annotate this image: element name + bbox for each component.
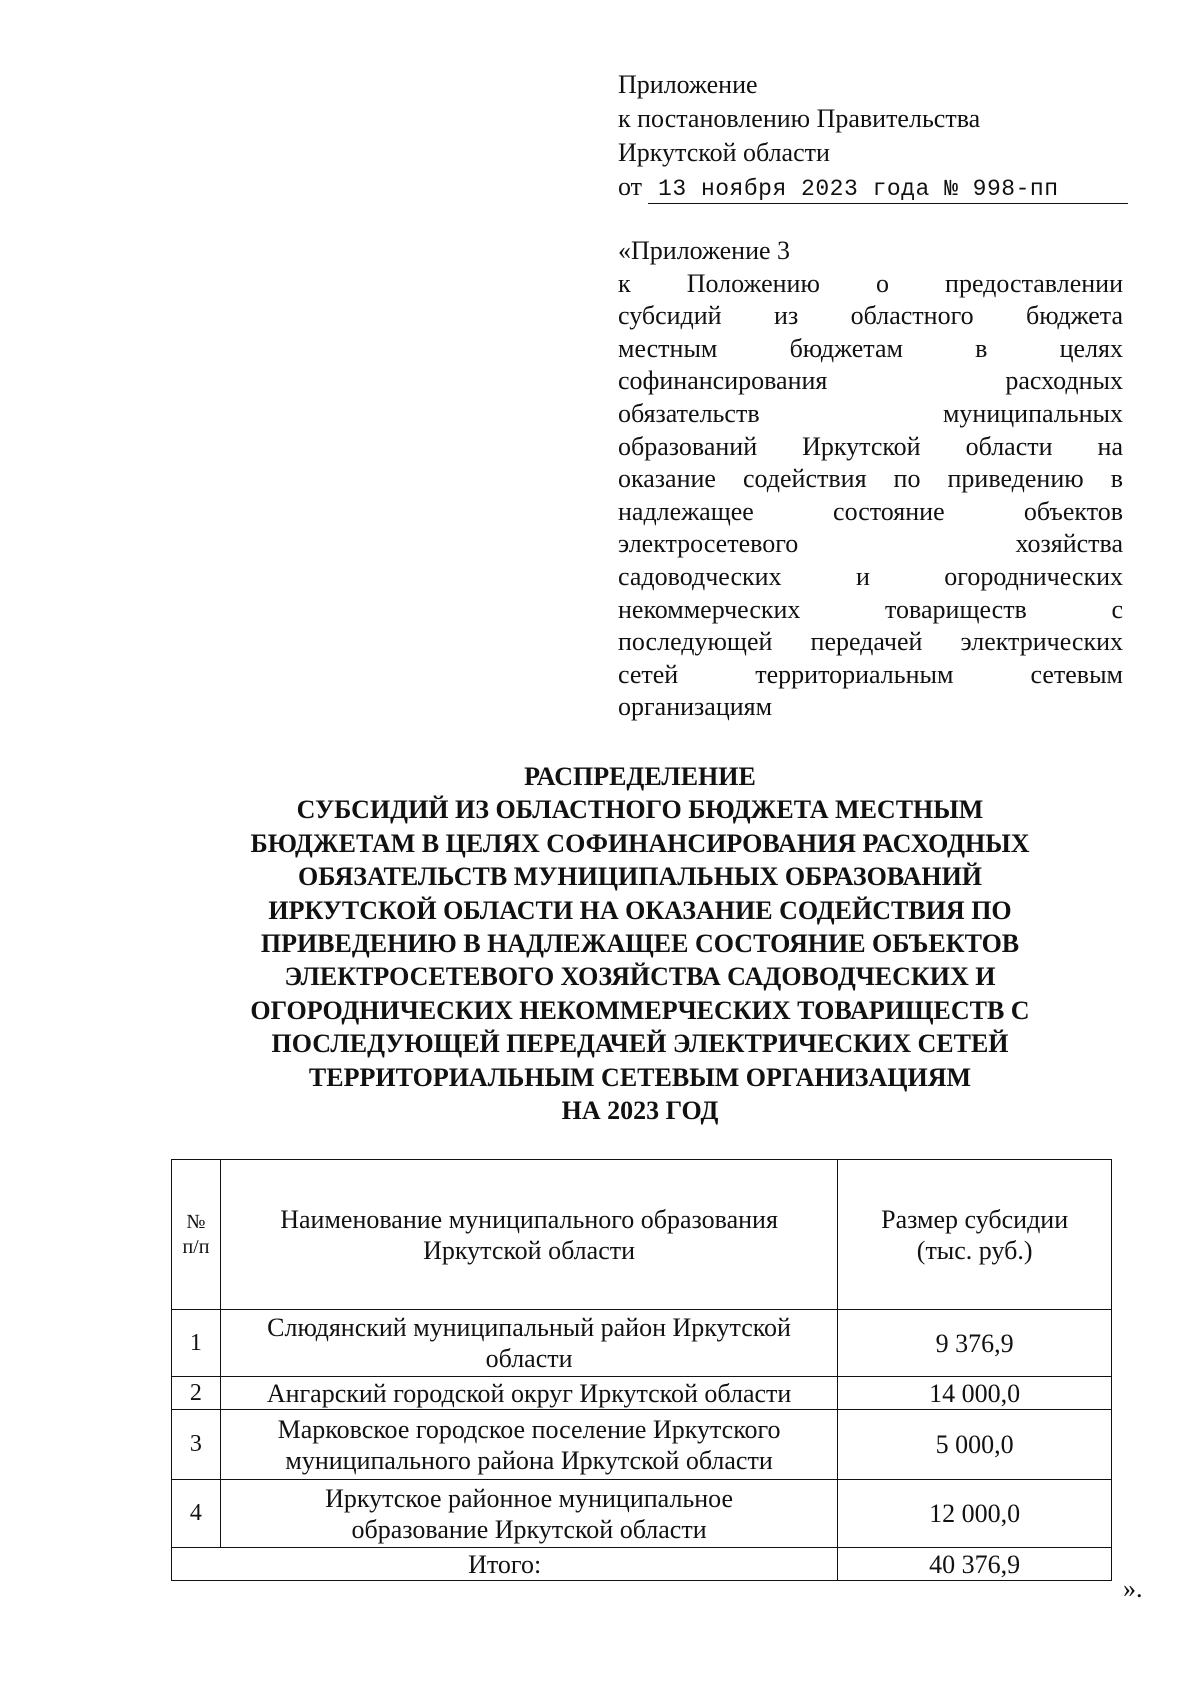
row-name-line-1: Марковское городское поселение Иркутского [277, 1414, 781, 1444]
title-line: ПОСЛЕДУЮЩЕЙ ПЕРЕДАЧЕЙ ЭЛЕКТРИЧЕСКИХ СЕТЕЙ [271, 1029, 1009, 1059]
row-number: 4 [172, 1480, 221, 1548]
regulation-line: «Приложение 3 [618, 236, 791, 265]
table-header-row [172, 1160, 1112, 1310]
row-amount: 12 000,0 [838, 1480, 1112, 1548]
table-row [172, 1310, 1112, 1377]
header-name [220, 1160, 837, 1310]
header-number-line-2: п/п [182, 1235, 210, 1258]
regulation-line: субсидий из областного бюджета [618, 301, 1123, 331]
row-name-line-1: Ангарский городской округ Иркутской области [266, 1378, 792, 1408]
row-name [220, 1310, 837, 1377]
regulation-line: образований Иркутской области на [618, 431, 1123, 461]
appendix-header [618, 68, 1123, 204]
title-line: ОБЯЗАТЕЛЬСТВ МУНИЦИПАЛЬНЫХ ОБРАЗОВАНИЙ [297, 862, 983, 892]
row-name-line-2: области [485, 1344, 573, 1373]
regulation-line: к Положению о предоставлении [618, 268, 1123, 298]
regulation-line: последующей передачей электрических [618, 627, 1123, 657]
total-label: Итого: [172, 1548, 838, 1581]
regulation-line: оказание содействия по приведению в [618, 464, 1123, 494]
regulation-line: садоводческих и огороднических [618, 561, 1123, 591]
header-number-line-1: № [186, 1210, 206, 1233]
total-amount: 40 376,9 [838, 1548, 1112, 1581]
regulation-line: надлежащее состояние объектов [618, 496, 1123, 526]
title-line: БЮДЖЕТАМ В ЦЕЛЯХ СОФИНАНСИРОВАНИЯ РАСХОДНЫХ [250, 828, 1030, 858]
row-name-line-2: образование Иркутской области [351, 1514, 707, 1544]
row-name-line-1: Слюдянский муниципальный район Иркутской [267, 1313, 791, 1342]
regulation-line: местным бюджетам в целях [618, 333, 1123, 363]
regulation-line: некоммерческих товариществ с [618, 594, 1123, 624]
title-line: ЭЛЕКТРОСЕТЕВОГО ХОЗЯЙСТВА САДОВОДЧЕСКИХ И [284, 962, 996, 992]
header-name-line-1: Наименование муниципального образования [280, 1204, 778, 1234]
header-name-line-2: Иркутской области [423, 1235, 636, 1265]
title-line: ИРКУТСКОЙ ОБЛАСТИ НА ОКАЗАНИЕ СОДЕЙСТВИЯ ПО [268, 895, 1012, 925]
header-amount-line-1: Размер субсидии [881, 1204, 1069, 1234]
date-prefix: от [618, 172, 643, 201]
table-row [172, 1377, 1112, 1410]
subsidy-table [171, 1159, 1112, 1581]
regulation-reference [618, 235, 1123, 724]
row-name-line-2: муниципального района Иркутской области [285, 1445, 773, 1475]
decree-date-value: 13 ноября 2023 года № 998-пп [648, 175, 1128, 204]
closing-quote-mark: ». [1123, 1574, 1143, 1603]
row-amount: 14 000,0 [838, 1377, 1112, 1410]
appendix-line-2: к постановлению Правительства [618, 104, 981, 133]
row-name [220, 1480, 837, 1548]
table-row [172, 1480, 1112, 1548]
decree-date-line [618, 170, 1123, 204]
header-amount-line-2: (тыс. руб.) [916, 1235, 1033, 1265]
title-line: ОГОРОДНИЧЕСКИХ НЕКОММЕРЧЕСКИХ ТОВАРИЩЕСТВ С [250, 995, 1030, 1025]
row-number: 1 [172, 1310, 221, 1377]
regulation-line: софинансирования расходных [618, 366, 1123, 396]
table-total-row [172, 1548, 1112, 1581]
title-line: ПРИВЕДЕНИЮ В НАДЛЕЖАЩЕЕ СОСТОЯНИЕ ОБЪЕКТОВ [260, 929, 1020, 959]
header-amount [838, 1160, 1112, 1310]
regulation-line: организациям [618, 692, 773, 722]
title-line: СУБСИДИЙ ИЗ ОБЛАСТНОГО БЮДЖЕТА МЕСТНЫМ [296, 795, 984, 825]
regulation-line: электросетевого хозяйства [618, 529, 1123, 559]
row-name [220, 1377, 837, 1410]
title-line: ТЕРРИТОРИАЛЬНЫМ СЕТЕВЫМ ОРГАНИЗАЦИЯМ [308, 1062, 972, 1092]
header-number [172, 1160, 221, 1310]
title-line: РАСПРЕДЕЛЕНИЕ [524, 762, 756, 791]
appendix-line-1: Приложение [618, 70, 758, 99]
table-row [172, 1410, 1112, 1480]
appendix-line-3: Иркутской области [618, 138, 830, 167]
title-line: НА 2023 ГОД [561, 1096, 719, 1126]
row-number: 3 [172, 1410, 221, 1480]
row-name [220, 1410, 837, 1480]
row-name-line-1: Иркутское районное муниципальное [325, 1483, 734, 1513]
regulation-line: сетей территориальным сетевым [618, 659, 1123, 689]
regulation-line: обязательств муниципальных [618, 398, 1123, 428]
row-amount: 9 376,9 [838, 1310, 1112, 1377]
row-number: 2 [172, 1377, 221, 1410]
row-amount: 5 000,0 [838, 1410, 1112, 1480]
document-title [190, 760, 1090, 1127]
